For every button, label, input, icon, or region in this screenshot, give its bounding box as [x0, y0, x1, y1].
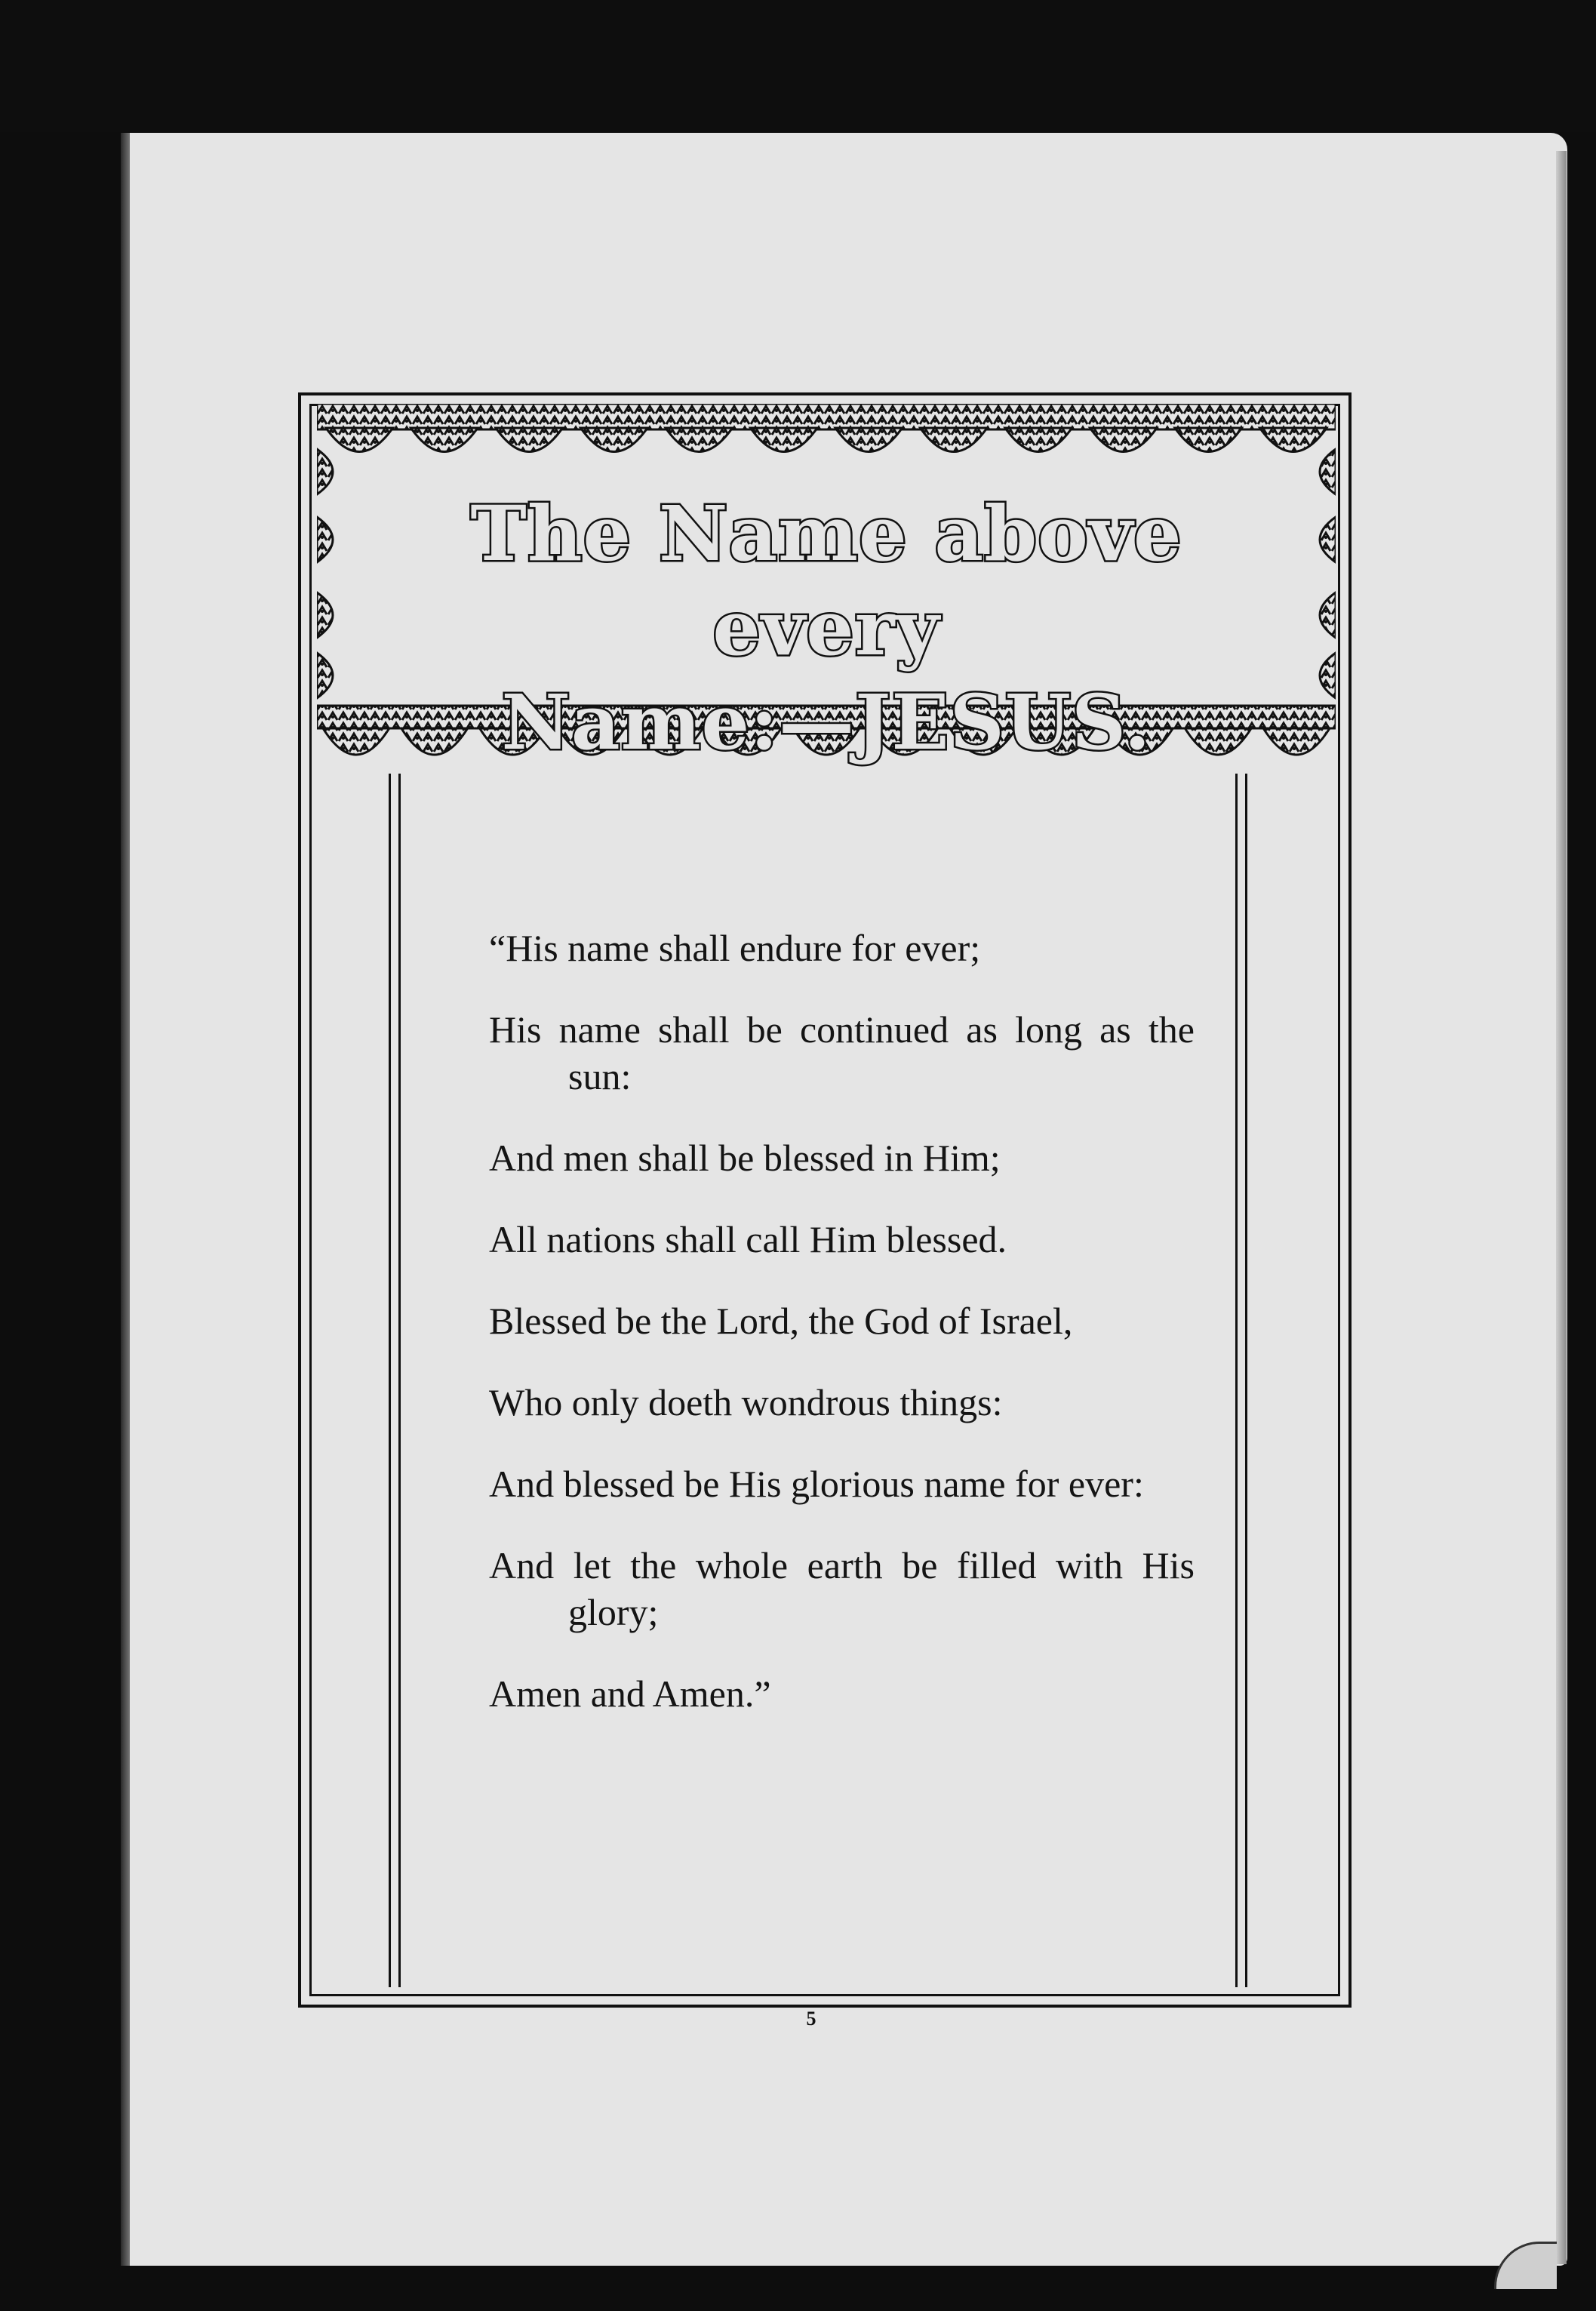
verse-line: And let the whole earth be filled with His glory; [489, 1544, 1195, 1633]
top-scallop [411, 428, 478, 452]
top-scallop [835, 428, 903, 452]
left-side-ornament [317, 653, 333, 698]
verse-line: Blessed be the Lord, the God of Israel, [489, 1300, 1073, 1342]
left-column-rule [389, 774, 401, 1987]
top-scallop [326, 428, 393, 452]
verse-line: Who only doeth wondrous things: [489, 1381, 1003, 1423]
top-scallop [666, 428, 733, 452]
scan-background-top [0, 0, 1596, 132]
right-column-rule [1235, 774, 1247, 1987]
top-scallop [921, 428, 988, 452]
heading-line-1: The Name above every [470, 489, 1182, 672]
top-scallop [1090, 428, 1158, 452]
right-side-ornament [1320, 517, 1336, 562]
top-scallop [1005, 428, 1072, 452]
verse-line: His name shall be continued as long as the sun: [489, 1008, 1195, 1097]
right-side-ornament [1320, 592, 1336, 638]
top-scallop [1260, 428, 1327, 452]
page-number: 5 [806, 2008, 816, 2029]
top-scallop [1175, 428, 1242, 452]
left-side-ornament [317, 449, 333, 494]
psalm-verse [489, 925, 1195, 1752]
top-scallop [581, 428, 648, 452]
verse-line: “His name shall endure for ever; [489, 927, 981, 969]
verse-signoff: Amen and Amen.” [489, 1672, 771, 1715]
right-side-ornament [1320, 653, 1336, 698]
right-side-ornament [1320, 449, 1336, 494]
verse-line: And blessed be His glorious name for ever: [489, 1463, 1144, 1505]
heading-line-2: Name:—JESUS. [501, 678, 1152, 767]
right-page-edge [1556, 151, 1567, 2264]
top-scallop [496, 428, 563, 452]
left-side-ornament [317, 592, 333, 638]
verse-line: All nations shall call Him blessed. [489, 1218, 1007, 1260]
left-side-ornament [317, 517, 333, 562]
page-heading [355, 487, 1298, 770]
top-scallop [751, 428, 818, 452]
verse-line: And men shall be blessed in Him; [489, 1137, 1001, 1179]
